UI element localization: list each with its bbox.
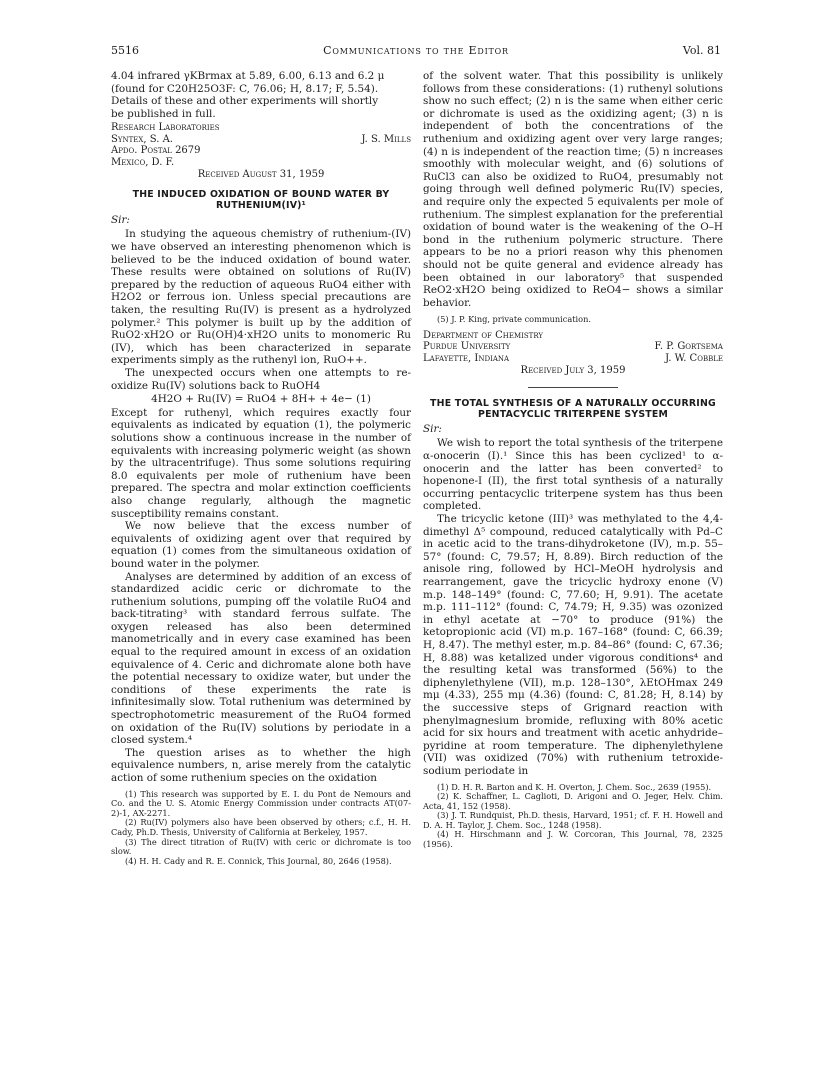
intro-line: Details of these and other experiments will shortly: [111, 95, 379, 108]
address-row: [423, 353, 723, 365]
address-line: Apdo. Postal 2679: [111, 145, 201, 157]
received-date: Received July 3, 1959: [520, 365, 626, 377]
salutation: Sir:: [423, 422, 442, 435]
footnote: (1) D. H. R. Barton and K. H. Overton, J. Chem. Soc., 2639 (1955).: [437, 781, 712, 792]
footnotes: [111, 790, 411, 867]
intro-line: be published in full.: [111, 107, 216, 120]
page-header: [111, 44, 721, 60]
received-date: Received August 31, 1959: [197, 169, 325, 181]
author-name: F. P. Gortsema: [654, 341, 723, 353]
body-paragraph: of the solvent water. That this possibility is unlikely follows from these considerations: (1) ruthenyl solutions show no such effect; (2) n is the same when either ceric or dichromate is used as the oxidizing agent; (3) n is independent of both the concentrations of the ruthenium and oxidizing agent over very large ranges; (4) n is independent of the reaction time; (5) n increases smoothly with molecular weight, and (6) solutions of RuCl3 can also be oxidized to RuO4, presumably not going through well defined polymeric Ru(IV) species, and require only the expected 5 equivalents per mole of ruthenium. The simplest explanation for the preferential oxidation of bound water is the weakening of the O–H bond in the ruthenium polymeric structure. There appears to be no a priori reason why this phenomen should not be quite general and evidence already has been obtained in our laboratory⁵ that suspended ReO2·xH2O being oxidized to ReO4− shows a similar behavior.: [423, 70, 723, 309]
article-title: THE INDUCED OXIDATION OF BOUND WATER BY RUTHENIUM(IV)¹: [132, 188, 390, 211]
author-name: J. S. Mills: [361, 133, 411, 145]
author-name: J. W. Cobble: [665, 352, 723, 364]
footnote: (4) H. H. Cady and R. E. Connick, This Journal, 80, 2646 (1958).: [125, 855, 392, 866]
address-row: [423, 341, 723, 353]
address-line: Lafayette, Indiana: [423, 352, 510, 364]
running-title: Communications to the Editor: [323, 44, 509, 57]
body-paragraph: The question arises as to whether the high equivalence numbers, n, arise merely from the catalytic action of some ruthenium species on the oxidation: [111, 746, 411, 784]
body-paragraph: Except for ruthenyl, which requires exactly four equivalents as indicated by equation (1), the polymeric solutions show a continuous increase in the number of equivalents with increasing polymeric weight (as shown by the ultracentrifuge). Thus some solutions requiring 8.0 equivalents per mole of ruthenium have been prepared. The spectra and molar extinction coefficients also change regularly, although the magnetic susceptibility remains constant.: [111, 406, 411, 520]
footnote: (4) H. Hirschmann and J. W. Corcoran, This Journal, 78, 2325 (1956).: [423, 829, 723, 850]
footnotes: [423, 783, 723, 850]
footnote: (2) K. Schaffner, L. Caglioti, D. Arigoni and O. Jeger, Helv. Chim. Acta, 41, 152 (1958).: [423, 791, 723, 811]
author-address: [423, 330, 723, 377]
footnote: (3) The direct titration of Ru(IV) with ceric or dichromate is too slow.: [111, 836, 411, 857]
intro-line: 4.04 infrared γKBrmax at 5.89, 6.00, 6.13 and 6.2 μ: [111, 70, 385, 82]
equation: 4H2O + Ru(IV) = RuO4 + 8H+ + 4e− (1): [151, 393, 371, 406]
intro-line: (found for C20H25O3F: C, 76.06; H, 8.17; F, 5.54).: [111, 82, 379, 95]
body-paragraph: We now believe that the excess number of equivalents of oxidizing agent over that required by equation (1) comes from the simultaneous oxidation of bound water in the polymer.: [111, 520, 411, 570]
footnote: (5) J. P. King, private communication.: [437, 314, 591, 325]
footnote: (1) This research was supported by E. I. du Pont de Nemours and Co. and the U. S. Atomic Energy Commission under contracts AT(07-2)-1, AX-2271.: [111, 788, 411, 818]
section-divider: [528, 387, 618, 388]
body-paragraph: Analyses are determined by addition of an excess of standardized acidic ceric or dichromate to the ruthenium solutions, pumping off the volatile RuO4 and back-titrating³ with standard ferrous sulfate. The oxygen released has also been determined manometrically and in every case examined has been equal to the required amount in excess of an oxidation equivalence of 4. Ceric and dichromate alone both have the potential necessary to oxidize water, but under the conditions of these experiments the rate is infinitesimally slow. Total ruthenium was determined by spectrophotometric measurement of the RuO4 formed on oxidation of the Ru(IV) solutions by periodate in a closed system.⁴: [111, 570, 411, 747]
address-row: [111, 134, 411, 146]
right-column: [423, 70, 723, 850]
address-line: Syntex, S. A.: [111, 133, 173, 145]
address-line: Purdue University: [423, 341, 511, 353]
body-paragraph: In studying the aqueous chemistry of ruthenium-(IV) we have observed an interesting phenomenon which is believed to be the induced oxidation of bound water. These results were obtained on solutions of Ru(IV) prepared by the reduction of aqueous RuO4 either with H2O2 or ferrous ion. Unless special precautions are taken, the resulting Ru(IV) is present as a hydrolyzed polymer.² This polymer is built up by the addition of RuO2·xH2O or Ru(OH)4·xH2O units to monomeric Ru (IV), which has been characterized in separate experiments simply as the ruthenyl ion, RuO++.: [111, 228, 411, 367]
body-paragraph: The unexpected occurs when one attempts to re-oxidize Ru(IV) solutions back to RuOH4: [111, 367, 411, 392]
volume-label: Vol. 81: [682, 44, 721, 57]
footnote: (2) Ru(IV) polymers also have been observed by others; c.f., H. H. Cady, Ph.D. Thesis, University of California at Berkeley, 1957.: [111, 817, 411, 837]
address-line: Research Laboratories: [111, 122, 220, 134]
page-number: 5516: [111, 44, 139, 57]
footnote: (3) J. T. Rundquist, Ph.D. thesis, Harvard, 1951; cf. F. H. Howell and D. A. H. Taylor, J. Chem. Soc., 1248 (1958).: [423, 810, 723, 830]
left-column: [111, 70, 411, 866]
author-address: [111, 122, 411, 181]
salutation: Sir:: [111, 213, 130, 226]
address-line: Mexico, D. F.: [111, 156, 175, 168]
address-line: Department of Chemistry: [423, 329, 544, 341]
body-paragraph: The tricyclic ketone (III)³ was methylated to the 4,4-dimethyl Δ⁵ compound, reduced catalytically with Pd–C in acetic acid to the trans-dihydroketone (IV), m.p. 55–57° (found: C, 79.57; H, 8.89). Birch reduction of the anisole ring, followed by HCl–MeOH hydrolysis and rearrangement, gave the tricyclic hydroxy enone (V) m.p. 148–149° (found: C, 77.60; H, 9.91). The acetate m.p. 111–112° (found: C, 74.79; H, 9.35) was ozonized in ethyl acetate at −70° to produce (91%) the ketopropionic acid (VI) m.p. 167–168° (found: C, 66.39; H, 8.47). The methyl ester, m.p. 84–86° (found: C, 67.36; H, 8.88) was ketalized under vigorous conditions⁴ and the resulting ketal was transformed (56%) to the diphenylethylene (VII), m.p. 128–130°, λEtOHmax 249 mμ (4.33), 255 mμ (4.36) (found: C, 81.28; H, 8.14) by the successive steps of Grignard reaction with phenylmagnesium bromide, refluxing with 80% acetic acid for six hours and treatment with acetic anhydride–pyridine at room temperature. The diphenylethylene (VII) was oxidized (70%) with ruthenium tetroxide-sodium periodate in: [423, 513, 723, 777]
body-paragraph: We wish to report the total synthesis of the triterpene α-onocerin (I).¹ Since this has been cyclized¹ to α-onocerin and the latter has been converted² to hopenone-I (II), the first total synthesis of a naturally occurring pentacyclic triterpene system has thus been completed.: [423, 437, 723, 513]
article-title: THE TOTAL SYNTHESIS OF A NATURALLY OCCURRING PENTACYCLIC TRITERPENE SYSTEM: [430, 397, 716, 420]
